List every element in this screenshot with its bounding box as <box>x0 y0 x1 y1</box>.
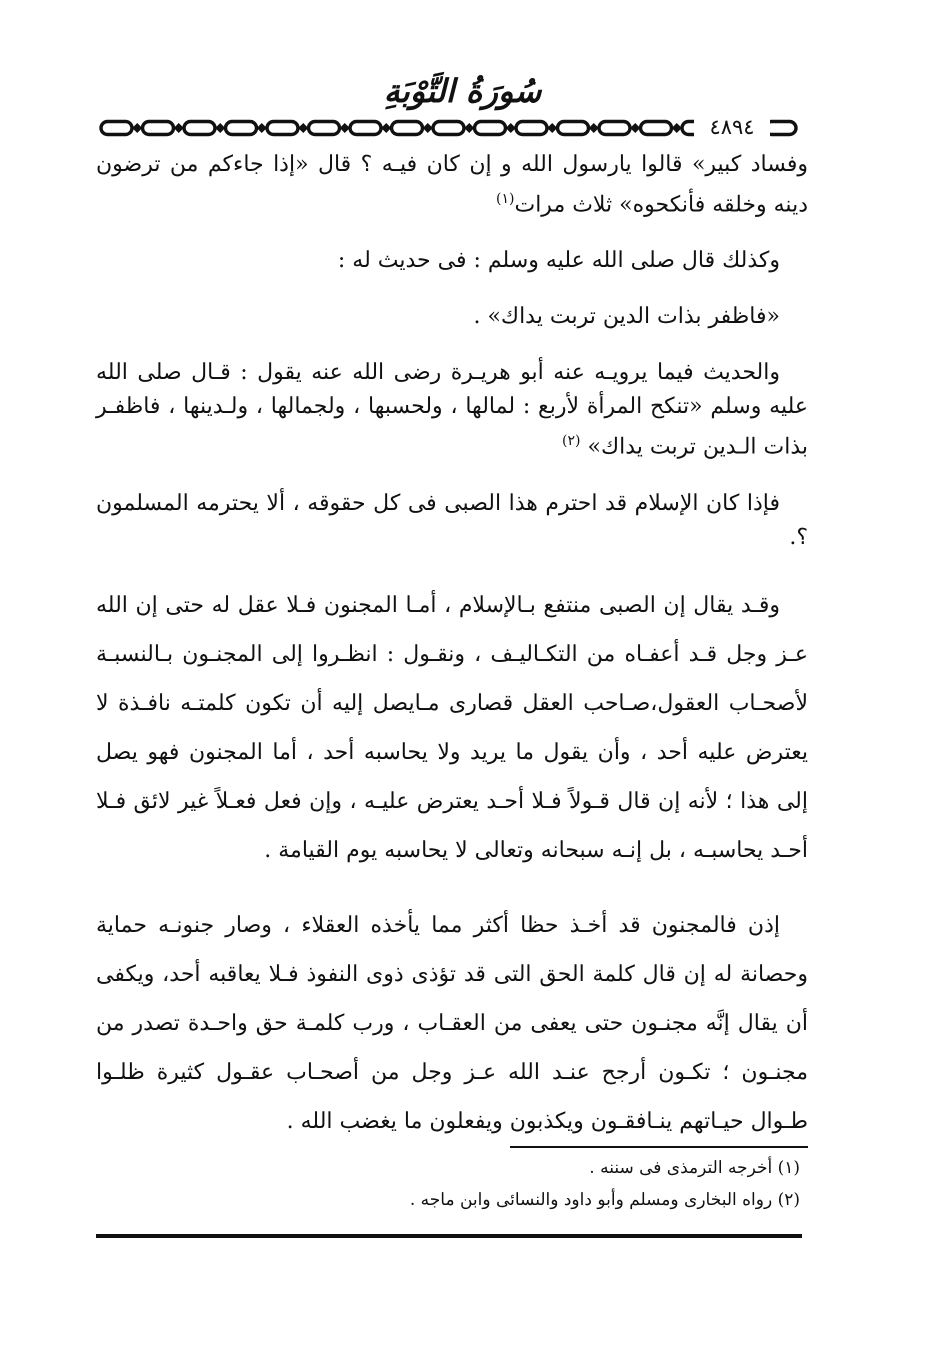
ornament-link <box>558 122 589 135</box>
footnote-1: (١) أخرجه الترمذى فى سننه . <box>589 1158 800 1178</box>
surah-title: سُورَةُ التَّوْبَةِ <box>383 72 542 110</box>
bottom-rule <box>96 1234 802 1238</box>
paragraph-3: «فاظفر بذات الدين تربت يداك» . <box>473 304 780 330</box>
ornament-diamond <box>547 123 557 133</box>
ornament-link <box>516 122 547 135</box>
ornament-diamond <box>630 123 640 133</box>
ornament-link <box>475 122 506 135</box>
page-number: ٤٨٩٤ <box>694 116 770 138</box>
ornament-diamond <box>381 123 391 133</box>
paragraph-text: وفساد كبير» قالوا يارسول الله و إن كان فيـه ؟ قال «إذا جاءكم من ترضون دينه وخلقه فأنكحوه» ثلاث مرات <box>96 152 808 218</box>
ornament-diamond <box>340 123 350 133</box>
ornament-link <box>350 122 381 135</box>
ornament-diamond <box>132 123 142 133</box>
paragraph-5: فإذا كان الإسلام قد احترم هذا الصبى فى كل حقوقه ، ألا يحترمه المسلمون ؟. <box>96 490 808 550</box>
footnote-ref-1: (١) <box>496 191 515 207</box>
ornament-diamond <box>464 123 474 133</box>
ornament-diamond <box>215 123 225 133</box>
paragraph-6: وقـد يقال إن الصبى منتفع بـالإسلام ، أمـا المجنون فـلا عقل له حتى إن الله عـز وجل قـد أعفـاه من التكـاليـف ، ونقـول : انظـروا إلى المجنـون بـالنسبـة لأصحـاب العقول،صـاحب العقل قصارى مـايصل إليه أن تكون كلمتـه نافـذة لا يعترض عليه أحد ، وأن يقول ما يريد ولا يحاسبه أحد ، أما المجنون فهو يصل إلى هذا ؛ لأنه إن قال قـولاً فـلا أحـد يعترض عليـه ، وإن فعل فعـلاً غير لائق فـلا أحـد يحاسبـه ، بل إنـه سبحانه وتعالى لا يحاسبه يوم القيامة . <box>96 592 808 863</box>
ornament-link <box>143 122 174 135</box>
ornament-diamond <box>672 123 682 133</box>
main-text <box>96 148 808 1146</box>
ornament-link <box>267 122 298 135</box>
paragraph-7: إذن فالمجنون قد أخـذ حظا أكثر مما يأخذه العقلاء ، وصار جنونـه حماية وحصانة له إن قال كلمة الحق التى قد تؤذى ذوى النفوذ فـلا يعاقبه أحد، ويكفى أن يقال إنَّه مجنـون حتى يعفى من العقـاب ، ورب كلمـة حق واحـدة تصدر من مجنـون ؛ تكـون أرجح عنـد الله عـز وجل من أصحـاب عقـول كثيرة ظلـوا طـوال حيـاتهم ينـافقـون ويكذبون ويفعلون ما يغضب الله . <box>96 912 808 1134</box>
ornament-link <box>184 122 215 135</box>
paragraph-text: والحديث فيما يرويـه عنه أبو هريـرة رضى الله عنه يقول : قـال صلى الله عليه وسلم «تنكح المرأة لأربع : لمالها ، ولحسبها ، ولجمالها ، ولـدينها ، فاظفـر بذات الـدين تربت يداك» <box>96 360 808 460</box>
ornament-link <box>433 122 464 135</box>
paragraph-4 <box>96 356 808 464</box>
footnote-separator <box>510 1146 808 1148</box>
ornament-link <box>641 122 672 135</box>
ornament-diamond <box>506 123 516 133</box>
ornament-diamond <box>298 123 308 133</box>
footnote-ref-2: (٢) <box>562 433 581 450</box>
paragraph-2: وكذلك قال صلى الله عليه وسلم : فى حديث له : <box>337 248 780 274</box>
ornament-link <box>101 122 132 135</box>
ornament-diamond <box>174 123 184 133</box>
ornament-link <box>392 122 423 135</box>
ornament-diamond <box>257 123 267 133</box>
ornament-link <box>226 122 257 135</box>
ornament-diamond <box>589 123 599 133</box>
footnote-2: (٢) رواه البخارى ومسلم وأبو داود والنسائى وابن ماجه . <box>409 1190 800 1210</box>
paragraph-1 <box>96 148 808 222</box>
ornament-link <box>309 122 340 135</box>
ornament-link <box>599 122 630 135</box>
footnotes <box>96 1152 808 1216</box>
ornament-diamond <box>423 123 433 133</box>
